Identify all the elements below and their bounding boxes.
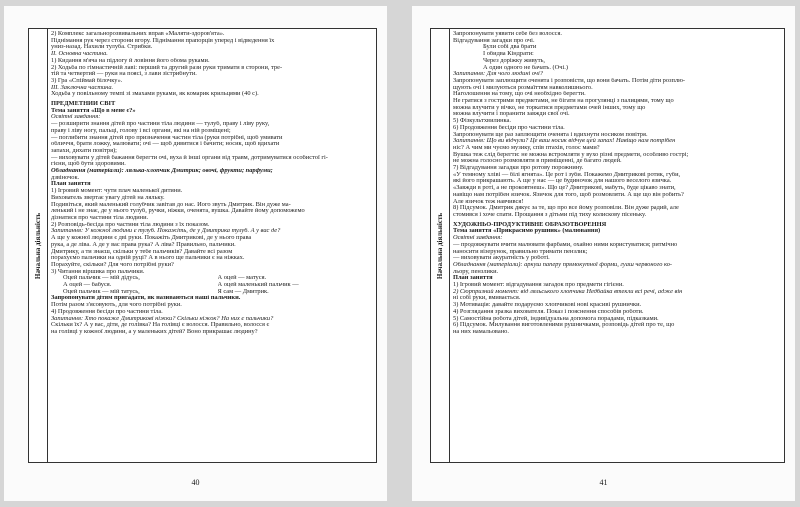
text-line: Вихователь звертає увагу дітей на ляльку. — [51, 194, 165, 201]
text-line: 1) Кидання м'яча на підлогу й ловіння його обома руками. — [51, 57, 210, 64]
text-line: — виховувати у дітей бажання берегти очі, вуха й інші органи від травм, дотримуватися особистої гі- — [51, 154, 328, 161]
text-line: — виховувати акуратність у роботі. — [453, 255, 550, 262]
text-line: 1) Ігровий момент: відгадування загадок про предмети гігієни. — [453, 282, 624, 289]
text-line: ленький і не знає, де у нього тулуб, ручки, ніжки, оченята, вушка. Давайте йому допоможемо — [51, 208, 305, 215]
text-line: Не гратися з гострими предметами, не бігати на прогулянці з палицями, тому що — [453, 98, 674, 105]
text-line: 2) Комплекс загальнорозвивальних вправ «Маляти-здоров'ята». — [51, 31, 225, 37]
text-line: Дмитрику, а ти знаєш, скільки у тебе пальчиків? Давайте всі разом — [51, 248, 233, 255]
text-line: 5) Самостійна робота дітей, індивідуальна допомога порадами, підказками. — [453, 315, 659, 322]
text-line: Запитання: Для чого людині очі? — [453, 71, 543, 78]
text-line: 1) Ігровий момент: чути плач маленької дитини. — [51, 188, 183, 195]
text-line: Але язичок теж навчився! — [453, 198, 524, 205]
right-page-number: 41 — [599, 478, 608, 487]
text-line: 7) Відгадування загадки про ротову порожнину. — [453, 165, 584, 172]
text-line: Запитання: Хто покаже Дмитрикові ніжки? Скільки ніжок? На них є пальчики? — [51, 315, 274, 322]
text-line: А ще у кожної людини є дві руки. Покажіть Дмитрикові, де у нього права — [51, 235, 252, 242]
text-line: 6) Продовження бесіди про частини тіла. — [453, 124, 565, 131]
text-line: наносити візерунок, правильно тримати пензлик; — [453, 248, 588, 255]
text-line: «У темному хліві — білі ягнята». Це рот і зуби. Покажемо Дмитрикові ротик, губи, — [453, 171, 681, 178]
text-line: Порахуйте, скільки? Для чого потрібні руки? — [51, 261, 174, 268]
text-line: тій та четвертий — руки на поясі, з лави зістрибнути. — [51, 71, 197, 78]
text-line: Вушка теж слід берегти: не можна встромляти у вухо різні предмети, особливо гострі; — [453, 151, 689, 158]
text-line: обличчя, брати ложку, малювати; очі — щоб дивитися і бачити; носик, щоб вдихати — [51, 141, 280, 148]
text-line: Наголошення на тому, що очі необхідно берегти. — [453, 91, 586, 98]
text-line: Запропонувати заплющити оченята і розповісти, що вони бачать. Потім діти розплю- — [453, 77, 686, 84]
left-page-frame — [28, 28, 377, 463]
text-line: дзвіночок. — [51, 174, 80, 181]
text-line: Через доріжку живуть, — [483, 57, 545, 64]
text-line: униз-назад. Нахили тулуба. Стрибки. — [51, 44, 153, 51]
text-line: Ходьба у повільному темпі зі змахами руками, як комарик крильцями (40 с). — [51, 91, 259, 98]
text-line: ніс? А чим ми чуємо музику, спів птахів, голос мами? — [453, 144, 600, 151]
text-line: рука, а де ліва. А де у вас права рука? А ліва? Правильно, пальчики. — [51, 241, 236, 248]
text-line: гієни, щоб бути здоровими. — [51, 161, 126, 168]
text-line: Скільки їх? А у вас, діти, де голівка? На голівці є волосся. Правильно, волосся є — [51, 322, 270, 329]
right-sidebar-label: Начальна діяльність — [436, 212, 444, 279]
text-line: 8) Підсумок. Дмитрик дякує за те, що про все йому розповіли. Він дуже радий, але — [453, 205, 679, 212]
text-line: 4) Продовження бесіди про частини тіла. — [51, 308, 163, 315]
text-line: Запропонувати уявити себе без волосся. — [453, 31, 563, 37]
text-line: А один одного не бачать. (Очі.) — [483, 64, 568, 71]
poem-line: А оцей — бабуся. — [63, 282, 112, 289]
text-line: ХУДОЖНЬО-ПРОДУКТИВНЕ ОБРАЗОТВОРЕННЯ — [453, 221, 607, 228]
text-line: Піднімання рук через сторони вгору. Піднімання прапорців уперед і відведення їх — [51, 37, 275, 44]
text-line: — продовжувати вчити малювати фарбами, охайно ними користуватися; ритмічно — [453, 241, 678, 248]
left-sidebar-label: Начальна діяльність — [34, 212, 42, 279]
text-line: Обладнання (матеріали): лялька-хлопчик Дмитрик; овочі, фрукти; парфуми; — [51, 168, 273, 175]
left-sidebar — [29, 29, 48, 462]
right-page-content — [453, 31, 780, 460]
text-line: які його прикрашають. А ще у нас — це будиночок для нашого веселого язичка. — [453, 178, 672, 185]
text-line: «Завжди в роті, а не проковтнеш». Що це? Дмитрикові, мабуть, буде цікаво знати, — [453, 185, 676, 192]
right-sidebar — [431, 29, 450, 462]
text-line: праву і ліву ногу, пальці, голову і всі органи, які на ній розміщені; — [51, 127, 231, 134]
text-line: можна влучити і поранити завжди свої очі. — [453, 111, 570, 118]
text-line: 6) Підсумок. Милування виготовленими рушничками, розповідь дітей про те, що — [453, 322, 675, 329]
left-page — [4, 6, 387, 501]
text-line: 5) Фізкультхвилинка. — [453, 118, 511, 125]
text-line: щують очі і милуються розмаїттям навколишнього. — [453, 84, 593, 91]
text-line: стомився і хоче спати. Прощання з дітьми під тиху колискову пісеньку. — [453, 211, 647, 218]
text-line: План заняття — [51, 181, 91, 188]
poem-line: Оцей пальчик — мій татусь, — [63, 288, 140, 295]
poem — [51, 275, 372, 295]
text-line: на них намальовано. — [453, 328, 509, 335]
text-line: Потім разом з'ясовують, для чого потрібні руки. — [51, 302, 182, 309]
text-line: ні собі руки, вмивається. — [453, 295, 521, 302]
text-line: 2) Розповідь-бесіда про частини тіла людини з їх показом. — [51, 221, 210, 228]
text-line: Освітні завдання: — [453, 235, 503, 242]
text-line: на голівці у кожної людини, а у маленьких дітей? Воно прикрашає людину? — [51, 328, 258, 335]
text-line: льору, пензлики. — [453, 268, 499, 275]
left-page-content — [51, 31, 372, 460]
text-line: 2) Ходьба по гімнастичній лаві: перший та другий рази руки тримати в сторони, тре- — [51, 64, 283, 71]
text-line: можна влучити у вічко, не торкатися предметами очей інших, тому що — [453, 104, 646, 111]
poem-line: Я сам — Дмитрик. — [217, 288, 269, 295]
right-page-frame — [430, 28, 785, 463]
text-line: — розширити знання дітей про частини тіла людини — тулуб, праву і ліву руку, — [51, 121, 270, 128]
poem-line: Оцей пальчик — мій дідусь, — [63, 275, 140, 282]
text-line: ІІІ. Заключна частина. — [51, 84, 114, 91]
poem-line: А оцей — матуся. — [217, 275, 267, 282]
text-line: Запитання: Що ви відчули? Це ваш носик відчув цей запах! Навіщо нам потрібен — [453, 138, 676, 145]
text-line: порахуємо пальчики на одній руці? А в нього ще пальчики є на ніжках. — [51, 255, 245, 262]
left-page-number: 40 — [191, 478, 200, 487]
text-line: ПРЕДМЕТНИЙ СВІТ — [51, 101, 116, 108]
text-line: Обладнання (матеріали): аркуш паперу прямокутної форми, гуаш червоного ко- — [453, 261, 673, 268]
text-line: 3) Гра «Спіймай білочку». — [51, 77, 123, 84]
right-page — [412, 6, 795, 501]
text-line: 2) Сюрпризний момент: від ляльського хлопчика Недбайка втекли всі речі, адже він — [453, 288, 683, 295]
text-line: Тема заняття «Прикрасимо рушник» (малювання) — [453, 228, 601, 235]
text-line: План заняття — [453, 275, 493, 282]
text-line: 4) Розглядання зразка вихователя. Показ і пояснення способів роботи. — [453, 308, 644, 315]
text-line: Запропонувати дітям пригадати, як називаються наші пальчики. — [51, 295, 241, 302]
text-line: І обидва Кіндрати: — [483, 51, 534, 58]
text-line: Запропонувати ще раз заплющити оченята і вдихнути носиком повітря. — [453, 131, 648, 138]
text-line: не можна голосно розмовляти в приміщенні, де багато людей. — [453, 158, 622, 165]
text-line: ІІ. Основна частина. — [51, 51, 108, 58]
text-line: Відгадування загадки про очі. — [453, 37, 535, 44]
text-line: Освітні завдання: — [51, 114, 101, 121]
poem-line: А оцей маленький пальчик — — [217, 282, 299, 289]
text-line: дізнатися про частини тіла людини. — [51, 214, 149, 221]
text-line: запахи, дихати повітря); — [51, 147, 117, 154]
text-line: Були собі два брати — [483, 44, 537, 51]
text-line: Подивіться, який маленький голубчик завітав до нас. Його звуть Дмитрик. Він дуже ма- — [51, 201, 291, 208]
text-line: 3) Мотивація: давайте подаруємо хлопчикові нові красиві рушнички. — [453, 302, 642, 309]
text-line: — поглибити знання дітей про призначення частин тіла (руки потрібні, щоб умивати — [51, 134, 283, 141]
text-line: Тема заняття «Що в мене є?» — [51, 107, 136, 114]
text-line: Запитання: У кожної людини є тулуб. Покажіть, де у Дмитрика тулуб. А у вас де? — [51, 228, 281, 235]
text-line: навіщо нам потрібен язичок. Язичок для того, щоб розмовляти. А ще що він робить? — [453, 191, 684, 198]
text-line: 3) Читання віршика про пальчики. — [51, 268, 145, 275]
